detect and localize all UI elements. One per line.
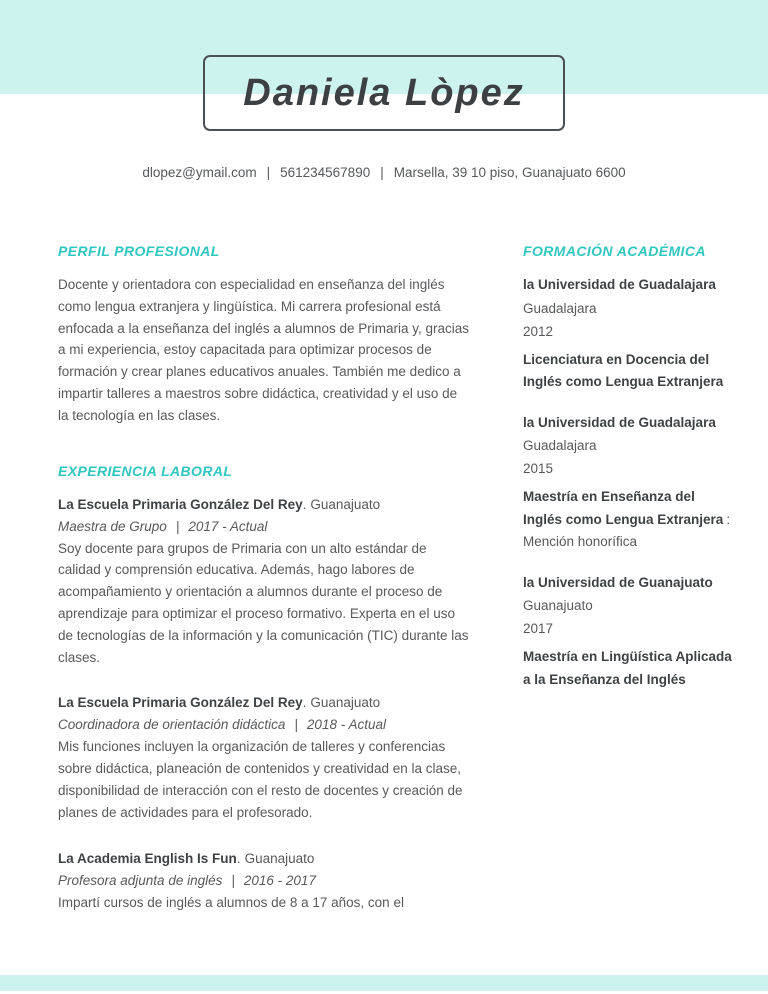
job-title-dot: . — [302, 496, 307, 512]
job-role: Maestra de Grupo — [58, 518, 167, 534]
profile-heading: PERFIL PROFESIONAL — [58, 243, 220, 259]
job-company: La Escuela Primaria González Del Rey — [58, 695, 303, 711]
experience-heading: EXPERIENCIA LABORAL — [58, 462, 233, 479]
contact-line — [0, 163, 768, 183]
education-year: 2015 — [523, 461, 554, 476]
name-box — [203, 55, 565, 131]
education-degree-line — [523, 486, 735, 554]
education-entry — [523, 412, 735, 554]
job-role-line — [58, 516, 470, 538]
contact-address: Marsella, 39 10 piso, Guanajuato 6600 — [393, 165, 626, 180]
education-degree-line — [523, 646, 735, 691]
person-name: Daniela Lòpez — [243, 71, 525, 114]
job-role-line — [58, 870, 470, 892]
job-title-line — [58, 692, 470, 714]
job-role: Profesora adjunta de inglés — [58, 872, 223, 888]
education-entry — [523, 572, 735, 692]
education-city: Guanajuato — [523, 598, 593, 613]
job-role-separator: | — [294, 717, 298, 733]
job-title-dot: . — [236, 850, 241, 866]
education-degree: Maestría en Lingüística Aplicada a la Enseñanza del Inglés — [523, 649, 732, 687]
job-company: La Academia English Is Fun — [58, 850, 237, 866]
education-city: Guadalajara — [523, 438, 597, 453]
section-education — [523, 243, 735, 691]
education-school: la Universidad de Guadalajara — [523, 414, 716, 430]
job-period: 2016 - 2017 — [243, 872, 316, 888]
job-city: Guanajuato — [310, 695, 381, 711]
education-year: 2017 — [523, 621, 554, 636]
education-degree: Maestría en Enseñanza del Inglés como Lengua Extranjera — [523, 489, 724, 527]
contact-phone: 561234567890 — [280, 165, 371, 180]
job-description: Impartí cursos de inglés a alumnos de 8 a 17 años, con el — [58, 894, 404, 910]
content-columns — [58, 243, 735, 913]
section-experience — [58, 463, 470, 914]
education-degree-note: : Mención honorífica — [523, 511, 731, 549]
job-city: Guanajuato — [310, 496, 381, 512]
job-title-line — [58, 848, 470, 870]
job-description: Soy docente para grupos de Primaria con un alto estándar de calidad y comprensión educativa. Además, hago labores de acompañamiento y orientación a alumnos durante el proceso de aprendizaje para optimizar el proceso formativo. Experta en el uso de tecnologías de la información y la comunicación (TIC) durante las clases. — [58, 540, 469, 665]
job-title-line — [58, 494, 470, 516]
footer-band — [0, 975, 768, 991]
education-entry — [523, 274, 735, 394]
education-degree: Licenciatura en Docencia del Inglés como Lengua Extranjera — [523, 351, 724, 389]
profile-text: Docente y orientadora con especialidad en enseñanza del inglés como lengua extranjera y lingüística. Mi carrera profesional está enfocada a la enseñanza del inglés a alumnos de Primaria y, gracias a mi experiencia, estoy capacitada para optimizar procesos de formación y crear planes educativos anuales. También me dedico a impartir talleres a maestros sobre didáctica, creatividad y el uso de la tecnología en las clases. — [58, 277, 469, 423]
job-role-line — [58, 714, 470, 736]
job-description: Mis funciones incluyen la organización de talleres y conferencias sobre didáctica, planeación de contenidos y creatividad en la clase, disponibilidad de interacción con el resto de docentes y creación de planes de actividades para el profesorado. — [58, 739, 463, 820]
contact-separator: | — [266, 165, 271, 180]
job-role: Coordinadora de orientación didáctica — [58, 717, 286, 733]
education-heading: FORMACIÓN ACADÉMICA — [523, 243, 706, 259]
job-period: 2017 - Actual — [188, 518, 268, 534]
job-city: Guanajuato — [244, 850, 315, 866]
section-profile — [58, 243, 470, 427]
job-role-separator: | — [175, 518, 180, 534]
job-role-separator: | — [231, 872, 235, 888]
contact-email: dlopez@ymail.com — [142, 165, 257, 180]
education-year: 2012 — [523, 323, 554, 339]
education-school: la Universidad de Guanajuato — [523, 574, 713, 590]
education-degree-line — [523, 349, 735, 394]
left-column — [58, 243, 470, 913]
right-column — [523, 243, 735, 913]
job-company: La Escuela Primaria González Del Rey — [58, 496, 303, 512]
education-school: la Universidad de Guadalajara — [523, 277, 716, 292]
job-entry — [58, 494, 470, 669]
job-entry — [58, 692, 470, 823]
job-period: 2018 - Actual — [306, 717, 386, 733]
job-title-dot: . — [302, 695, 307, 711]
job-entry — [58, 848, 470, 914]
contact-separator: | — [380, 165, 384, 180]
education-city: Guadalajara — [523, 300, 597, 316]
